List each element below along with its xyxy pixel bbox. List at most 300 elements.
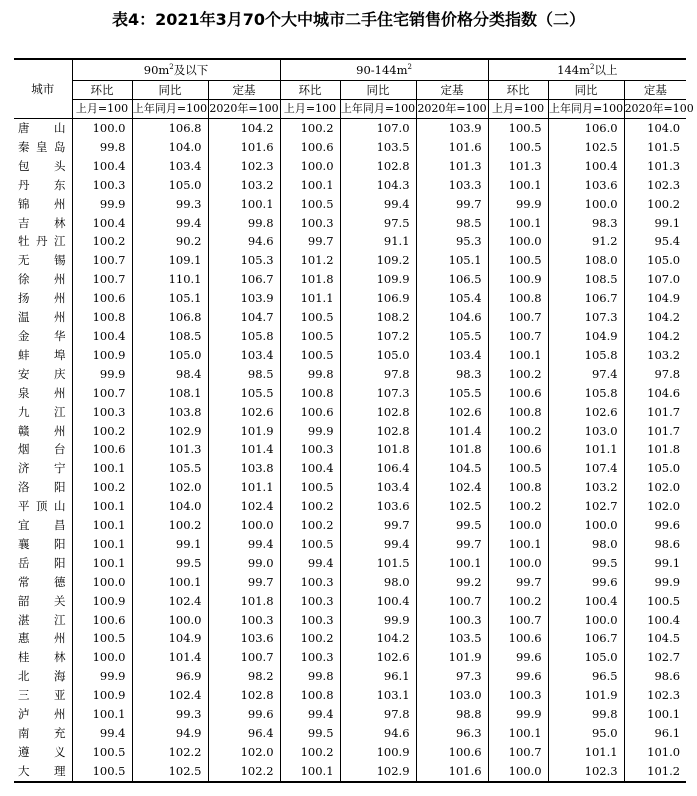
city-name-cell: 牡丹江 xyxy=(18,234,66,249)
table-row xyxy=(14,592,686,611)
index-value-cell: 100.5 xyxy=(72,629,132,648)
index-value-cell: 100.3 xyxy=(280,440,340,459)
city-name-cell: 蚌 埠 xyxy=(18,347,66,362)
index-value-cell: 100.1 xyxy=(280,762,340,782)
index-value-cell: 106.9 xyxy=(340,289,416,308)
index-value-cell: 100.7 xyxy=(208,648,280,667)
index-value-cell: 101.5 xyxy=(340,554,416,573)
index-value-cell: 102.8 xyxy=(340,403,416,422)
index-value-cell: 99.8 xyxy=(208,214,280,233)
index-value-cell: 100.5 xyxy=(280,327,340,346)
index-value-cell: 100.0 xyxy=(488,516,548,535)
index-value-cell: 104.2 xyxy=(624,327,686,346)
city-name-cell: 唐 山 xyxy=(18,121,66,135)
index-value-cell: 100.1 xyxy=(488,535,548,554)
city-name-cell: 徐 州 xyxy=(18,272,66,287)
index-value-cell: 102.3 xyxy=(548,762,624,782)
table-row xyxy=(14,762,686,782)
index-value-cell: 96.4 xyxy=(208,724,280,743)
index-value-cell: 105.0 xyxy=(624,459,686,478)
price-index-table xyxy=(14,58,694,783)
index-value-cell: 107.0 xyxy=(340,119,416,138)
index-value-cell: 99.6 xyxy=(624,516,686,535)
index-value-cell: 99.7 xyxy=(488,573,548,592)
index-value-cell: 101.9 xyxy=(416,648,488,667)
index-value-cell: 100.1 xyxy=(416,554,488,573)
index-value-cell: 100.7 xyxy=(488,327,548,346)
city-name-cell: 济 宁 xyxy=(18,461,66,476)
city-name-cell: 锦 州 xyxy=(18,196,66,211)
index-value-cell: 99.5 xyxy=(280,724,340,743)
index-value-cell: 98.0 xyxy=(340,573,416,592)
col-header-mom: 环比 xyxy=(280,81,340,100)
group-label-text: 90-144m xyxy=(356,63,408,77)
index-value-cell: 100.1 xyxy=(488,346,548,365)
index-value-cell: 99.6 xyxy=(548,573,624,592)
index-value-cell: 101.3 xyxy=(624,157,686,176)
index-value-cell: 103.0 xyxy=(416,686,488,705)
index-value-cell: 104.0 xyxy=(132,497,208,516)
index-value-cell: 104.0 xyxy=(132,138,208,157)
index-value-cell: 100.0 xyxy=(72,119,132,138)
index-value-cell: 99.9 xyxy=(340,611,416,630)
index-value-cell: 101.0 xyxy=(624,743,686,762)
index-value-cell: 100.0 xyxy=(488,232,548,251)
table-row xyxy=(14,440,686,459)
table-body xyxy=(14,119,686,782)
index-value-cell: 105.3 xyxy=(208,251,280,270)
index-value-cell: 101.4 xyxy=(132,648,208,667)
index-value-cell: 106.7 xyxy=(548,289,624,308)
col-header-yoy: 同比 xyxy=(340,81,416,100)
col-header-fixed: 定基 xyxy=(208,81,280,100)
table-row xyxy=(14,478,686,497)
index-value-cell: 102.0 xyxy=(208,743,280,762)
base-header-fixed: 2020年=100 xyxy=(208,100,280,119)
index-value-cell: 104.6 xyxy=(416,308,488,327)
index-value-cell: 97.4 xyxy=(548,365,624,384)
index-value-cell: 110.1 xyxy=(132,270,208,289)
index-value-cell: 97.8 xyxy=(624,365,686,384)
city-name-cell: 丹 东 xyxy=(18,177,66,192)
index-value-cell: 100.7 xyxy=(72,270,132,289)
index-value-cell: 100.6 xyxy=(488,384,548,403)
table-row xyxy=(14,270,686,289)
table-row xyxy=(14,573,686,592)
index-value-cell: 100.0 xyxy=(548,516,624,535)
index-value-cell: 102.9 xyxy=(132,422,208,441)
index-value-cell: 100.0 xyxy=(208,516,280,535)
index-value-cell: 100.1 xyxy=(624,705,686,724)
index-value-cell: 106.8 xyxy=(132,119,208,138)
index-value-cell: 96.9 xyxy=(132,667,208,686)
index-value-cell: 102.4 xyxy=(132,686,208,705)
index-value-cell: 102.6 xyxy=(208,403,280,422)
table-row xyxy=(14,251,686,270)
index-value-cell: 99.8 xyxy=(548,705,624,724)
index-value-cell: 100.8 xyxy=(280,384,340,403)
index-value-cell: 99.9 xyxy=(72,195,132,214)
index-value-cell: 99.5 xyxy=(416,516,488,535)
city-name-cell: 三 亚 xyxy=(18,688,66,703)
index-value-cell: 99.9 xyxy=(280,422,340,441)
index-value-cell: 102.2 xyxy=(208,762,280,782)
table-row xyxy=(14,648,686,667)
group-label-text: 及以下 xyxy=(173,63,209,77)
col-header-yoy: 同比 xyxy=(548,81,624,100)
index-value-cell: 100.6 xyxy=(72,289,132,308)
index-value-cell: 95.0 xyxy=(548,724,624,743)
table-row xyxy=(14,535,686,554)
table-row xyxy=(14,629,686,648)
table-row xyxy=(14,403,686,422)
index-value-cell: 101.7 xyxy=(624,422,686,441)
price-index-table-wrapper xyxy=(14,58,694,783)
index-value-cell: 100.2 xyxy=(488,365,548,384)
index-value-cell: 103.3 xyxy=(416,176,488,195)
index-value-cell: 103.6 xyxy=(548,176,624,195)
index-value-cell: 100.2 xyxy=(72,478,132,497)
index-value-cell: 100.1 xyxy=(488,214,548,233)
city-name-cell: 九 江 xyxy=(18,404,66,419)
base-header-mom: 上月=100 xyxy=(280,100,340,119)
index-value-cell: 100.3 xyxy=(280,573,340,592)
index-value-cell: 100.3 xyxy=(488,686,548,705)
index-value-cell: 102.3 xyxy=(208,157,280,176)
index-value-cell: 101.8 xyxy=(624,440,686,459)
index-value-cell: 100.6 xyxy=(280,403,340,422)
index-value-cell: 94.6 xyxy=(340,724,416,743)
index-value-cell: 99.9 xyxy=(72,365,132,384)
index-value-cell: 100.6 xyxy=(488,440,548,459)
index-value-cell: 99.7 xyxy=(340,516,416,535)
index-value-cell: 95.4 xyxy=(624,232,686,251)
base-header-fixed: 2020年=100 xyxy=(624,100,686,119)
index-value-cell: 102.0 xyxy=(132,478,208,497)
index-value-cell: 100.3 xyxy=(72,176,132,195)
group-label-text: 90m xyxy=(143,63,170,77)
city-name-cell: 惠 州 xyxy=(18,631,66,646)
index-value-cell: 103.9 xyxy=(208,289,280,308)
index-value-cell: 103.2 xyxy=(208,176,280,195)
index-value-cell: 102.6 xyxy=(416,403,488,422)
index-value-cell: 98.8 xyxy=(416,705,488,724)
index-value-cell: 101.6 xyxy=(416,138,488,157)
index-value-cell: 106.4 xyxy=(340,459,416,478)
index-value-cell: 94.9 xyxy=(132,724,208,743)
index-value-cell: 105.8 xyxy=(548,384,624,403)
index-value-cell: 108.5 xyxy=(548,270,624,289)
index-value-cell: 101.1 xyxy=(208,478,280,497)
index-value-cell: 102.0 xyxy=(624,478,686,497)
index-value-cell: 101.3 xyxy=(132,440,208,459)
index-value-cell: 107.4 xyxy=(548,459,624,478)
city-name-cell: 平顶山 xyxy=(18,499,66,514)
index-value-cell: 100.8 xyxy=(488,289,548,308)
index-value-cell: 106.5 xyxy=(416,270,488,289)
group-label-text: 以上 xyxy=(594,63,618,77)
index-value-cell: 100.9 xyxy=(340,743,416,762)
index-value-cell: 100.3 xyxy=(280,214,340,233)
index-value-cell: 104.7 xyxy=(208,308,280,327)
city-name-cell: 遵 义 xyxy=(18,744,66,759)
index-value-cell: 100.7 xyxy=(488,743,548,762)
base-header-fixed: 2020年=100 xyxy=(416,100,488,119)
city-name-cell: 温 州 xyxy=(18,310,66,325)
table-row xyxy=(14,686,686,705)
index-value-cell: 100.1 xyxy=(488,724,548,743)
index-value-cell: 99.6 xyxy=(488,667,548,686)
index-value-cell: 105.0 xyxy=(132,346,208,365)
index-value-cell: 100.1 xyxy=(72,497,132,516)
col-header-fixed: 定基 xyxy=(624,81,686,100)
index-value-cell: 100.9 xyxy=(72,686,132,705)
index-value-cell: 103.4 xyxy=(416,346,488,365)
group-header-large xyxy=(488,59,686,81)
index-value-cell: 100.1 xyxy=(208,195,280,214)
index-value-cell: 95.3 xyxy=(416,232,488,251)
index-value-cell: 100.6 xyxy=(280,138,340,157)
index-value-cell: 102.3 xyxy=(624,686,686,705)
index-value-cell: 100.1 xyxy=(132,573,208,592)
group-header-medium xyxy=(280,59,488,81)
index-value-cell: 101.8 xyxy=(340,440,416,459)
index-value-cell: 99.4 xyxy=(340,535,416,554)
index-value-cell: 96.1 xyxy=(624,724,686,743)
city-name-cell: 赣 州 xyxy=(18,423,66,438)
index-value-cell: 99.4 xyxy=(340,195,416,214)
group-label-text: 144m xyxy=(557,63,591,77)
index-value-cell: 100.3 xyxy=(280,611,340,630)
group-label-sup: 2 xyxy=(590,63,595,72)
index-value-cell: 103.6 xyxy=(340,497,416,516)
index-value-cell: 100.5 xyxy=(488,251,548,270)
table-row xyxy=(14,667,686,686)
index-value-cell: 109.1 xyxy=(132,251,208,270)
table-row xyxy=(14,516,686,535)
header-base-row xyxy=(14,100,686,119)
index-value-cell: 105.0 xyxy=(132,176,208,195)
index-value-cell: 104.2 xyxy=(208,119,280,138)
index-value-cell: 103.5 xyxy=(340,138,416,157)
index-value-cell: 102.4 xyxy=(208,497,280,516)
city-name-cell: 岳 阳 xyxy=(18,555,66,570)
index-value-cell: 94.6 xyxy=(208,232,280,251)
index-value-cell: 100.5 xyxy=(624,592,686,611)
index-value-cell: 100.5 xyxy=(280,308,340,327)
city-name-cell: 宜 昌 xyxy=(18,518,66,533)
index-value-cell: 104.0 xyxy=(624,119,686,138)
index-value-cell: 100.3 xyxy=(72,403,132,422)
index-value-cell: 105.5 xyxy=(416,327,488,346)
index-value-cell: 103.4 xyxy=(132,157,208,176)
index-value-cell: 103.9 xyxy=(416,119,488,138)
index-value-cell: 105.0 xyxy=(548,648,624,667)
table-row xyxy=(14,743,686,762)
index-value-cell: 101.3 xyxy=(416,157,488,176)
index-value-cell: 103.2 xyxy=(548,478,624,497)
index-value-cell: 104.5 xyxy=(416,459,488,478)
index-value-cell: 100.3 xyxy=(416,611,488,630)
index-value-cell: 101.9 xyxy=(548,686,624,705)
index-value-cell: 100.6 xyxy=(416,743,488,762)
index-value-cell: 102.6 xyxy=(548,403,624,422)
index-value-cell: 99.8 xyxy=(72,138,132,157)
index-value-cell: 100.2 xyxy=(72,232,132,251)
index-value-cell: 98.6 xyxy=(624,667,686,686)
table-row xyxy=(14,365,686,384)
index-value-cell: 107.3 xyxy=(340,384,416,403)
index-value-cell: 100.5 xyxy=(72,762,132,782)
index-value-cell: 104.5 xyxy=(624,629,686,648)
index-value-cell: 100.4 xyxy=(72,327,132,346)
index-value-cell: 100.5 xyxy=(280,346,340,365)
index-value-cell: 99.6 xyxy=(208,705,280,724)
table-row xyxy=(14,195,686,214)
index-value-cell: 104.9 xyxy=(624,289,686,308)
table-row xyxy=(14,214,686,233)
index-value-cell: 100.5 xyxy=(488,138,548,157)
base-header-yoy: 上年同月=100 xyxy=(340,100,416,119)
index-value-cell: 102.2 xyxy=(132,743,208,762)
index-value-cell: 98.2 xyxy=(208,667,280,686)
index-value-cell: 101.2 xyxy=(280,251,340,270)
index-value-cell: 100.1 xyxy=(72,554,132,573)
index-value-cell: 105.5 xyxy=(132,459,208,478)
index-value-cell: 100.6 xyxy=(72,440,132,459)
index-value-cell: 100.8 xyxy=(488,403,548,422)
index-value-cell: 100.7 xyxy=(416,592,488,611)
index-value-cell: 103.6 xyxy=(208,629,280,648)
index-value-cell: 100.2 xyxy=(488,422,548,441)
index-value-cell: 99.1 xyxy=(624,554,686,573)
table-row xyxy=(14,138,686,157)
table-row xyxy=(14,308,686,327)
index-value-cell: 100.9 xyxy=(72,346,132,365)
index-value-cell: 106.7 xyxy=(208,270,280,289)
index-value-cell: 90.2 xyxy=(132,232,208,251)
index-value-cell: 99.2 xyxy=(416,573,488,592)
index-value-cell: 102.4 xyxy=(132,592,208,611)
table-row xyxy=(14,422,686,441)
index-value-cell: 99.8 xyxy=(280,365,340,384)
index-value-cell: 100.0 xyxy=(280,157,340,176)
index-value-cell: 100.0 xyxy=(488,554,548,573)
base-header-yoy: 上年同月=100 xyxy=(132,100,208,119)
index-value-cell: 99.4 xyxy=(280,554,340,573)
index-value-cell: 100.4 xyxy=(548,157,624,176)
index-value-cell: 100.4 xyxy=(548,592,624,611)
index-value-cell: 99.5 xyxy=(132,554,208,573)
city-name-cell: 扬 州 xyxy=(18,291,66,306)
index-value-cell: 102.0 xyxy=(624,497,686,516)
index-value-cell: 100.8 xyxy=(488,478,548,497)
index-value-cell: 102.8 xyxy=(340,157,416,176)
index-value-cell: 100.4 xyxy=(340,592,416,611)
index-value-cell: 103.8 xyxy=(132,403,208,422)
index-value-cell: 103.8 xyxy=(208,459,280,478)
index-value-cell: 103.2 xyxy=(624,346,686,365)
index-value-cell: 99.9 xyxy=(488,195,548,214)
index-value-cell: 101.7 xyxy=(624,403,686,422)
index-value-cell: 98.4 xyxy=(132,365,208,384)
header-group-row xyxy=(14,59,686,81)
group-label-sup: 2 xyxy=(169,63,174,72)
index-value-cell: 100.2 xyxy=(280,497,340,516)
col-header-fixed: 定基 xyxy=(416,81,488,100)
index-value-cell: 108.0 xyxy=(548,251,624,270)
index-value-cell: 99.4 xyxy=(132,214,208,233)
table-row xyxy=(14,176,686,195)
index-value-cell: 102.9 xyxy=(340,762,416,782)
index-value-cell: 99.9 xyxy=(624,573,686,592)
group-header-small xyxy=(72,59,280,81)
index-value-cell: 100.6 xyxy=(488,629,548,648)
index-value-cell: 107.0 xyxy=(624,270,686,289)
index-value-cell: 97.5 xyxy=(340,214,416,233)
index-value-cell: 104.2 xyxy=(340,629,416,648)
city-name-cell: 桂 林 xyxy=(18,650,66,665)
index-value-cell: 103.1 xyxy=(340,686,416,705)
index-value-cell: 102.8 xyxy=(208,686,280,705)
index-value-cell: 102.8 xyxy=(340,422,416,441)
index-value-cell: 100.5 xyxy=(488,119,548,138)
city-name-cell: 南 充 xyxy=(18,726,66,740)
index-value-cell: 100.1 xyxy=(72,516,132,535)
index-value-cell: 98.6 xyxy=(624,535,686,554)
index-value-cell: 91.1 xyxy=(340,232,416,251)
city-name-cell: 湛 江 xyxy=(18,612,66,627)
city-name-cell: 金 华 xyxy=(18,328,66,343)
city-name-cell: 洛 阳 xyxy=(18,480,66,495)
index-value-cell: 99.4 xyxy=(72,724,132,743)
index-value-cell: 96.1 xyxy=(340,667,416,686)
index-value-cell: 103.5 xyxy=(416,629,488,648)
index-value-cell: 99.4 xyxy=(280,705,340,724)
index-value-cell: 105.1 xyxy=(416,251,488,270)
index-value-cell: 101.1 xyxy=(548,743,624,762)
index-value-cell: 101.8 xyxy=(416,440,488,459)
index-value-cell: 100.2 xyxy=(280,119,340,138)
index-value-cell: 100.0 xyxy=(72,573,132,592)
index-value-cell: 100.7 xyxy=(72,251,132,270)
index-value-cell: 100.2 xyxy=(280,516,340,535)
index-value-cell: 100.9 xyxy=(72,592,132,611)
group-label-sup: 2 xyxy=(407,63,412,72)
base-header-mom: 上月=100 xyxy=(488,100,548,119)
index-value-cell: 98.3 xyxy=(548,214,624,233)
city-name-cell: 包 头 xyxy=(18,158,66,173)
index-value-cell: 99.4 xyxy=(208,535,280,554)
index-value-cell: 100.0 xyxy=(548,611,624,630)
city-name-cell: 韶 关 xyxy=(18,593,66,608)
table-row xyxy=(14,459,686,478)
table-row xyxy=(14,724,686,743)
table-row xyxy=(14,289,686,308)
city-name-cell: 烟 台 xyxy=(18,442,66,457)
index-value-cell: 100.0 xyxy=(72,648,132,667)
index-value-cell: 101.6 xyxy=(416,762,488,782)
index-value-cell: 100.2 xyxy=(132,516,208,535)
index-value-cell: 100.2 xyxy=(488,497,548,516)
index-value-cell: 100.3 xyxy=(208,611,280,630)
index-value-cell: 100.5 xyxy=(280,478,340,497)
index-value-cell: 105.8 xyxy=(208,327,280,346)
index-value-cell: 102.5 xyxy=(548,138,624,157)
table-row xyxy=(14,497,686,516)
index-value-cell: 99.7 xyxy=(416,535,488,554)
index-value-cell: 101.4 xyxy=(416,422,488,441)
